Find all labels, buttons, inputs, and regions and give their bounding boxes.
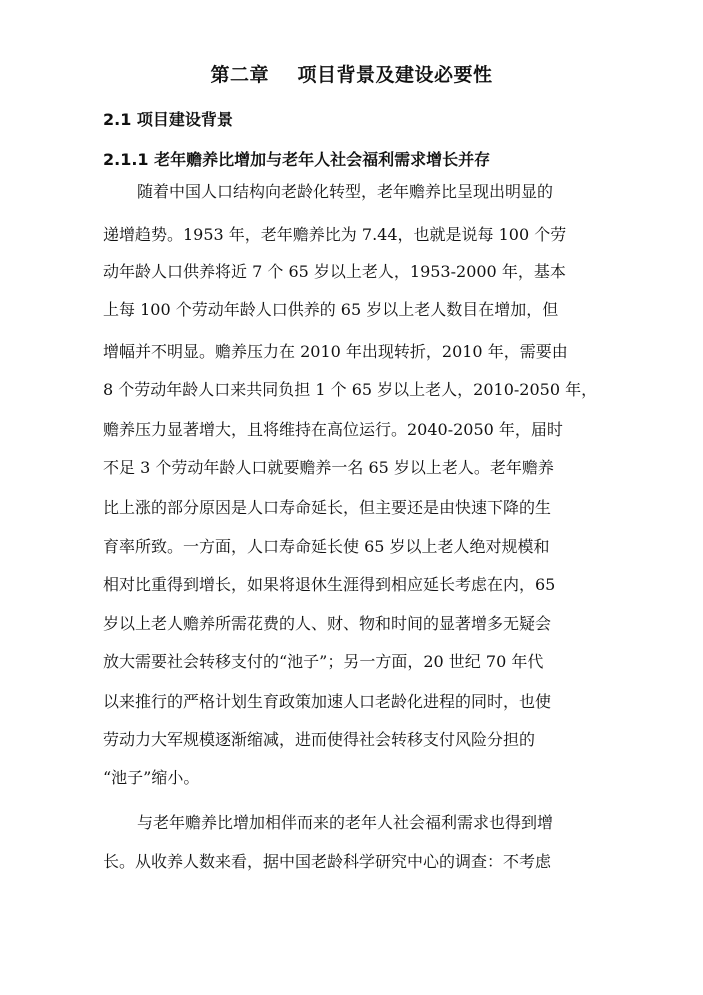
paragraph-line: 以来推行的严格计划生育政策加速人口老龄化进程的同时，也使 bbox=[103, 692, 552, 711]
paragraph-line: 相对比重得到增长，如果将退休生涯得到相应延长考虑在内，65 bbox=[103, 575, 556, 594]
section-heading-2-1: 2.1 项目建设背景 bbox=[103, 110, 233, 129]
paragraph-line: 与老年赡养比增加相伴而来的老年人社会福利需求也得到增 bbox=[137, 813, 554, 832]
paragraph-line: 比上涨的部分原因是人口寿命延长，但主要还是由快速下降的生 bbox=[103, 498, 552, 517]
chapter-title: 第二章 项目背景及建设必要性 bbox=[210, 64, 493, 86]
paragraph-line: 劳动力大军规模逐渐缩减，进而使得社会转移支付风险分担的 bbox=[103, 730, 536, 749]
paragraph-line: 放大需要社会转移支付的“池子”；另一方面，20 世纪 70 年代 bbox=[103, 652, 544, 671]
paragraph-line: 递增趋势。1953 年，老年赡养比为 7.44，也就是说每 100 个劳 bbox=[103, 225, 567, 244]
paragraph-line: 动年龄人口供养将近 7 个 65 岁以上老人，1953-2000 年，基本 bbox=[103, 262, 566, 281]
paragraph-line: 不足 3 个劳动年龄人口就要赡养一名 65 岁以上老人。老年赡养 bbox=[103, 458, 554, 477]
paragraph-line: 8 个劳动年龄人口来共同负担 1 个 65 岁以上老人，2010-2050 年， bbox=[103, 380, 598, 399]
paragraph-line: 随着中国人口结构向老龄化转型，老年赡养比呈现出明显的 bbox=[137, 182, 554, 201]
paragraph-line: 育率所致。一方面，人口寿命延长使 65 岁以上老人绝对规模和 bbox=[103, 537, 550, 556]
paragraph-line: 上每 100 个劳动年龄人口供养的 65 岁以上老人数目在增加，但 bbox=[103, 300, 559, 319]
paragraph-line: 岁以上老人赡养所需花费的人、财、物和时间的显著增多无疑会 bbox=[103, 614, 552, 633]
paragraph-line: 赡养压力显著增大，且将维持在高位运行。2040-2050 年，届时 bbox=[103, 420, 563, 439]
paragraph-line: 增幅并不明显。赡养压力在 2010 年出现转折，2010 年，需要由 bbox=[103, 342, 568, 361]
paragraph-line: 长。从收养人数来看，据中国老龄科学研究中心的调查：不考虑 bbox=[103, 852, 552, 871]
paragraph-line: “池子”缩小。 bbox=[103, 768, 200, 787]
section-heading-2-1-1: 2.1.1 老年赡养比增加与老年人社会福利需求增长并存 bbox=[103, 150, 491, 169]
